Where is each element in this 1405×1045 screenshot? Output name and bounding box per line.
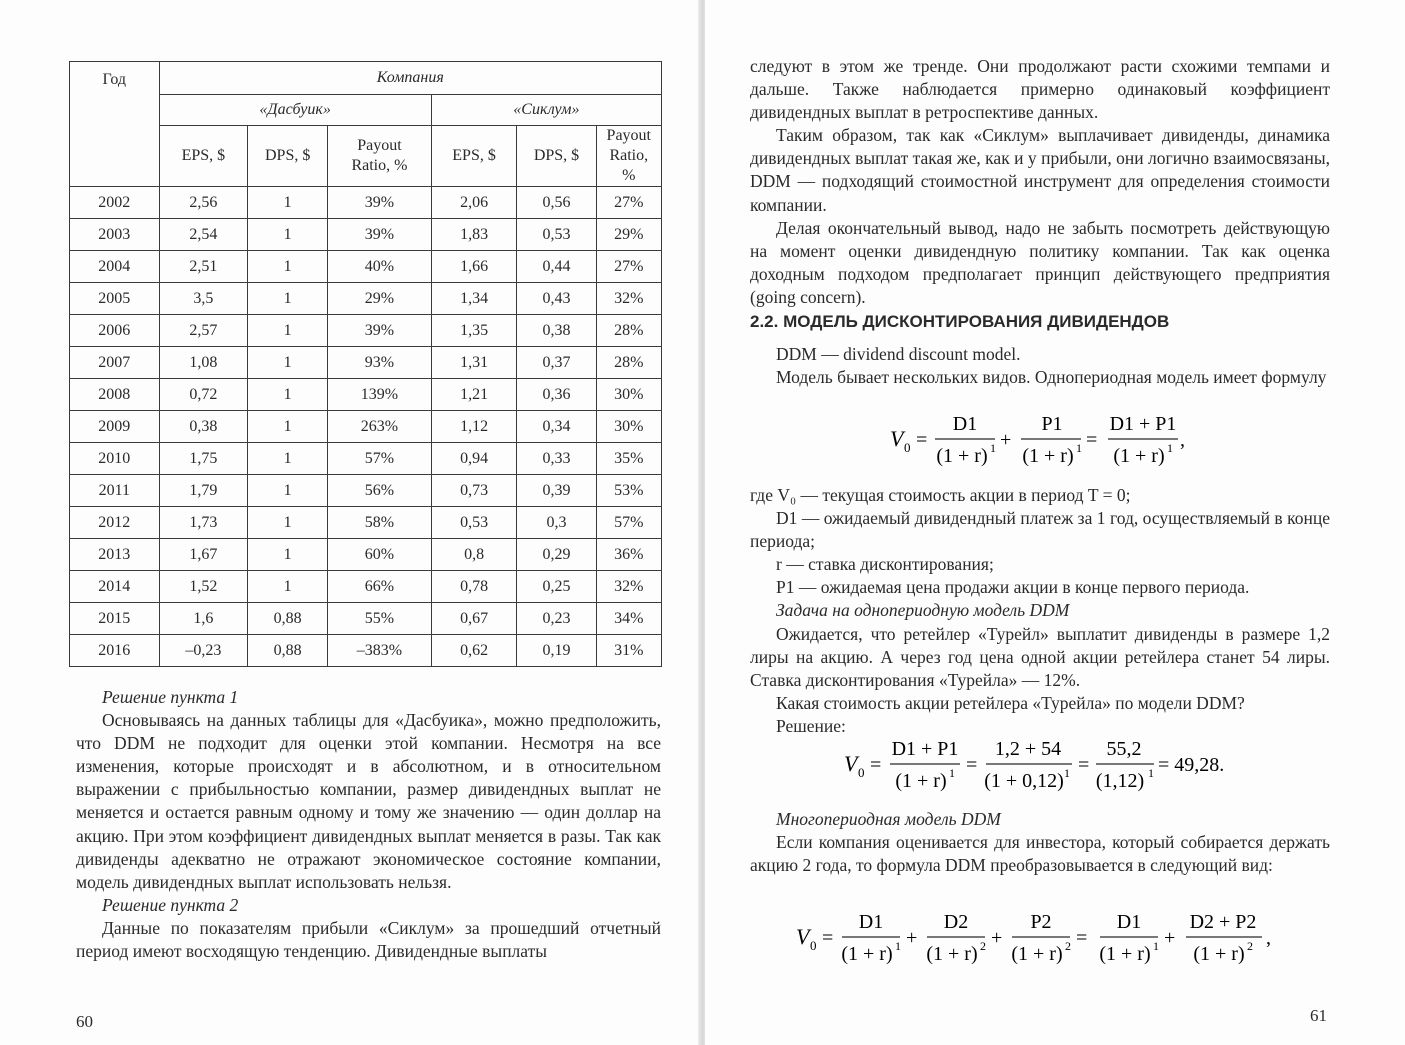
f3-lhs-sub: 0: [810, 938, 817, 953]
table-cell: 1,12: [431, 411, 517, 443]
table-cell: 1,67: [159, 539, 248, 571]
header-company-1: «Дасбуик»: [159, 95, 431, 126]
table-cell: 28%: [596, 347, 661, 379]
f3-t3-exp: 2: [1065, 939, 1071, 953]
f3-t5-num: D2 + P2: [1189, 911, 1257, 933]
left-page-text: [76, 686, 661, 963]
table-cell: 0,39: [517, 475, 596, 507]
f2-t3-exp: 1: [1148, 766, 1154, 780]
table-row: [70, 539, 662, 571]
table-cell: 0,33: [517, 443, 596, 475]
f1-t3-den: (1 + r): [1113, 445, 1165, 467]
table-cell: 0,53: [431, 507, 517, 539]
svg-text:=: =: [1076, 927, 1088, 949]
table-cell: 3,5: [159, 283, 248, 315]
table-cell: 1: [248, 315, 328, 347]
table-cell: 0,29: [517, 539, 596, 571]
svg-text:=: =: [870, 754, 882, 776]
table-cell-year: 2005: [70, 283, 160, 315]
where-d1: D1 — ожидаемый дивидендный платеж за 1 год, осуществляемый в конце периода;: [750, 508, 1330, 552]
f3-t5-exp: 2: [1247, 939, 1253, 953]
table-cell: 66%: [328, 571, 432, 603]
formula-legend: [750, 484, 1330, 738]
header-company: Компания: [159, 62, 661, 95]
table-cell-year: 2010: [70, 443, 160, 475]
f1-t2-num: P1: [1041, 413, 1063, 435]
formula-single-period-svg: [880, 408, 1200, 470]
table-cell: 0,67: [431, 603, 517, 635]
table-cell: 1,66: [431, 251, 517, 283]
table-row: [70, 603, 662, 635]
f2-t3-den: (1,12): [1095, 770, 1145, 792]
table-cell: 1: [248, 411, 328, 443]
table-cell: 1: [248, 347, 328, 379]
table-cell: 1: [248, 475, 328, 507]
multi-text: Если компания оценивается для инвестора, который собирается держать акцию 2 года, то формула DDM преобразовывается в следующий вид:: [750, 832, 1330, 876]
table-cell: 0,94: [431, 443, 517, 475]
table-cell: 1,52: [159, 571, 248, 603]
f2-t1-den: (1 + r): [895, 770, 947, 792]
f1-t1-den: (1 + r): [936, 445, 988, 467]
table-cell: 1: [248, 507, 328, 539]
table-cell-year: 2002: [70, 187, 160, 219]
solution2-text: Данные по показателям прибыли «Сиклум» за прошедший отчетный период имеют восходящую тенденцию. Дивидендные выплаты: [76, 917, 661, 962]
section-title: 2.2. МОДЕЛЬ ДИСКОНТИРОВАНИЯ ДИВИДЕНДОВ: [750, 312, 1170, 331]
table-cell-year: 2008: [70, 379, 160, 411]
table-cell: 40%: [328, 251, 432, 283]
formula-task-solution-svg: [838, 733, 1238, 797]
f2-result: = 49,28.: [1158, 754, 1225, 776]
svg-text:,: ,: [1266, 927, 1271, 949]
table-cell-year: 2014: [70, 571, 160, 603]
table-cell: 93%: [328, 347, 432, 379]
where-p1: P1 — ожидаемая цена продажи акции в конце первого периода.: [776, 577, 1250, 598]
table-cell-year: 2011: [70, 475, 160, 507]
multi-title: Многопериодная модель DDM: [776, 809, 1001, 829]
table-cell: 1,35: [431, 315, 517, 347]
table-row: [70, 443, 662, 475]
f2-t1-exp: 1: [949, 766, 955, 780]
table-cell: 29%: [328, 283, 432, 315]
header-year: Год: [70, 62, 160, 187]
table-row: [70, 411, 662, 443]
solution1-title: Решение пункта 1: [102, 687, 239, 707]
formula-multi-period-svg: [790, 906, 1290, 970]
f3-t2-num: D2: [943, 911, 969, 933]
table-cell: 0,44: [517, 251, 596, 283]
table-cell: 2,57: [159, 315, 248, 347]
table-cell: –0,23: [159, 635, 248, 667]
table-cell: 39%: [328, 187, 432, 219]
table-cell: 1,83: [431, 219, 517, 251]
f2-t2-den: (1 + 0,12): [984, 770, 1064, 792]
table-cell: 0,3: [517, 507, 596, 539]
right-page-intro: [750, 55, 1330, 309]
table-cell: 0,73: [431, 475, 517, 507]
f2-t2-exp: 1: [1064, 766, 1070, 780]
f1-lhs: V: [890, 426, 904, 451]
table-cell: 1,34: [431, 283, 517, 315]
table-row: [70, 251, 662, 283]
f3-t5-den: (1 + r): [1193, 943, 1245, 965]
table-cell: 53%: [596, 475, 661, 507]
table-cell-year: 2006: [70, 315, 160, 347]
table-cell: 2,56: [159, 187, 248, 219]
multi-period-section: [750, 808, 1330, 877]
table-cell: 35%: [596, 443, 661, 475]
f2-lhs: V: [844, 751, 858, 776]
table-cell: 1: [248, 219, 328, 251]
table-row: [70, 475, 662, 507]
col-dps-1: DPS, $: [248, 126, 328, 187]
table-cell: 57%: [596, 507, 661, 539]
table-cell: 0,38: [159, 411, 248, 443]
task-text: Ожидается, что ретейлер «Турейл» выплатит дивиденды в размере 1,2 лиры на акцию. А через год цена одной акции ретейлера станет 54 лиры. Ставка дисконтирования «Турейла» — 12%.: [750, 623, 1330, 690]
table-cell: 1,75: [159, 443, 248, 475]
table-cell: 30%: [596, 379, 661, 411]
table-cell: 0,43: [517, 283, 596, 315]
col-eps-1: EPS, $: [159, 126, 248, 187]
table-cell: 27%: [596, 251, 661, 283]
table-cell: 0,72: [159, 379, 248, 411]
f2-t2-num: 1,2 + 54: [994, 738, 1062, 760]
table-cell: 28%: [596, 315, 661, 347]
svg-text:=: =: [822, 927, 834, 949]
f2-lhs-sub: 0: [858, 765, 865, 780]
table-cell: 2,54: [159, 219, 248, 251]
table-cell-year: 2003: [70, 219, 160, 251]
table-cell: 1: [248, 251, 328, 283]
svg-text:,: ,: [1180, 429, 1185, 451]
f1-t3-num: D1 + P1: [1109, 413, 1177, 435]
table-cell-year: 2015: [70, 603, 160, 635]
header-company-2: «Сиклум»: [431, 95, 661, 126]
formula-single-period: [880, 408, 1200, 476]
table-cell: 0,78: [431, 571, 517, 603]
where-v0: где V₀ — текущая стоимость акции в период T = 0;: [750, 485, 1131, 505]
table-cell: 1: [248, 539, 328, 571]
f3-t4-exp: 1: [1153, 939, 1159, 953]
svg-text:+: +: [1000, 429, 1012, 451]
table-cell-year: 2009: [70, 411, 160, 443]
table-cell: 0,56: [517, 187, 596, 219]
f1-t2-exp: 1: [1076, 441, 1082, 455]
f1-t2-den: (1 + r): [1022, 445, 1074, 467]
f1-t1-num: D1: [952, 413, 978, 435]
para-policy: Делая окончательный вывод, надо не забыть посмотреть действующую на момент оценки дивидендную политику компании. Так как оценка доходным подходом предполагает принцип действующего предприятия (going concern).: [750, 217, 1330, 307]
table-cell: 2,51: [159, 251, 248, 283]
table-cell: 0,19: [517, 635, 596, 667]
table-row: [70, 283, 662, 315]
table-cell: 31%: [596, 635, 661, 667]
f3-t4-num: D1: [1116, 911, 1142, 933]
table-cell: 0,38: [517, 315, 596, 347]
table-row: [70, 379, 662, 411]
table-cell: 0,34: [517, 411, 596, 443]
col-dps-2: DPS, $: [517, 126, 596, 187]
f3-t3-den: (1 + r): [1011, 943, 1063, 965]
dividend-data-table: [69, 61, 662, 667]
table-cell: 1: [248, 283, 328, 315]
table-cell: 57%: [328, 443, 432, 475]
table-row: [70, 571, 662, 603]
f3-t1-den: (1 + r): [841, 943, 893, 965]
table-cell: 1,21: [431, 379, 517, 411]
para-trend: следуют в этом же тренде. Они продолжают расти схожими темпами и дальше. Также наблюдается примерно одинаковый коэффициент дивидендных выплат в ретроспективе данных.: [750, 56, 1330, 123]
f3-t2-exp: 2: [980, 939, 986, 953]
solution1-text: Основываясь на данных таблицы для «Дасбуика», можно предположить, что DDM не подходит для оценки этой компании. Несмотря на все изменения, которые происходят и в абсолютном, и в относительном выражении с прибыльностью компании, размер дивидендных выплат не меняется и остается равным одному и тому же значению — один доллар на акцию. При этом коэффициент дивидендных выплат меняется в разы. Так как дивиденды адекватно не отражают экономическое состояние компании, модель дивидендных выплат использовать нельзя.: [76, 710, 661, 892]
table-cell: 0,25: [517, 571, 596, 603]
svg-text:=: =: [966, 754, 978, 776]
model-kinds: Модель бывает нескольких видов. Однопериодная модель имеет формулу: [776, 367, 1327, 388]
f3-t1-exp: 1: [895, 939, 901, 953]
table-cell: 27%: [596, 187, 661, 219]
table-cell: 1: [248, 571, 328, 603]
para-conclusion: Таким образом, так как «Сиклум» выплачивает дивиденды, динамика дивидендных выплат такая же, как и у прибыли, они логично взаимосвязаны, DDM — подходящий стоимостной инструмент для определения стоимости компании.: [750, 125, 1330, 215]
page-number-right: 61: [1310, 1006, 1327, 1025]
table-cell: 1,6: [159, 603, 248, 635]
table-cell: 55%: [328, 603, 432, 635]
f2-t3-num: 55,2: [1106, 738, 1142, 760]
table-cell: 32%: [596, 283, 661, 315]
table-cell: 0,36: [517, 379, 596, 411]
table-cell: 60%: [328, 539, 432, 571]
page-number-left: 60: [76, 1012, 93, 1031]
svg-text:+: +: [1164, 927, 1176, 949]
table-cell: 1: [248, 443, 328, 475]
table-cell: 34%: [596, 603, 661, 635]
table-row: [70, 635, 662, 667]
table-cell: 30%: [596, 411, 661, 443]
ddm-intro: [750, 343, 1330, 389]
table-cell: 32%: [596, 571, 661, 603]
table-row: [70, 187, 662, 219]
table-cell: 39%: [328, 315, 432, 347]
f1-t1-exp: 1: [990, 441, 996, 455]
svg-text:+: +: [991, 927, 1003, 949]
col-eps-2: EPS, $: [431, 126, 517, 187]
table-cell: 0,8: [431, 539, 517, 571]
table-cell-year: 2013: [70, 539, 160, 571]
table-cell-year: 2007: [70, 347, 160, 379]
table-cell: 39%: [328, 219, 432, 251]
table-cell-year: 2012: [70, 507, 160, 539]
table-cell: 56%: [328, 475, 432, 507]
task-question: Какая стоимость акции ретейлера «Турейла» по модели DDM?: [776, 692, 1245, 713]
table-cell-year: 2016: [70, 635, 160, 667]
solution-label: Решение:: [776, 715, 846, 736]
svg-text:=: =: [1086, 429, 1098, 451]
svg-text:=: =: [1078, 754, 1090, 776]
table-cell: 1,31: [431, 347, 517, 379]
table-cell: 1,79: [159, 475, 248, 507]
f1-lhs-sub: 0: [904, 440, 911, 455]
table-cell-year: 2004: [70, 251, 160, 283]
table-cell: 36%: [596, 539, 661, 571]
table-body: [70, 187, 662, 667]
table-cell: 29%: [596, 219, 661, 251]
table-row: [70, 315, 662, 347]
table-cell: 0,53: [517, 219, 596, 251]
table-cell: 1,73: [159, 507, 248, 539]
table-cell: –383%: [328, 635, 432, 667]
table-cell: 139%: [328, 379, 432, 411]
table-cell: 1: [248, 379, 328, 411]
f3-t3-num: P2: [1030, 911, 1052, 933]
solution2-title: Решение пункта 2: [102, 894, 239, 915]
where-r: r — ставка дисконтирования;: [776, 554, 994, 575]
svg-text:=: =: [916, 429, 928, 451]
ddm-definition: DDM — dividend discount model.: [776, 344, 1021, 364]
task-title: Задача на однопериодную модель DDM: [776, 600, 1070, 621]
formula-multi-period: [790, 906, 1290, 976]
svg-text:+: +: [906, 927, 918, 949]
table-cell: 0,88: [248, 603, 328, 635]
table-cell: 263%: [328, 411, 432, 443]
f2-t1-num: D1 + P1: [891, 738, 959, 760]
col-payout-1: Payout Ratio, %: [328, 126, 432, 187]
f3-t1-num: D1: [858, 911, 884, 933]
table-cell: 0,37: [517, 347, 596, 379]
table-row: [70, 219, 662, 251]
formula-task-solution: [838, 733, 1238, 803]
table-cell: 2,06: [431, 187, 517, 219]
table-row: [70, 507, 662, 539]
f3-t4-den: (1 + r): [1099, 943, 1151, 965]
table-row: [70, 347, 662, 379]
table-cell: 0,23: [517, 603, 596, 635]
f3-lhs: V: [796, 924, 810, 949]
col-payout-2: Payout Ratio, %: [596, 126, 661, 187]
table-cell: 0,62: [431, 635, 517, 667]
table-cell: 1: [248, 187, 328, 219]
table-cell: 1,08: [159, 347, 248, 379]
table-cell: 0,88: [248, 635, 328, 667]
f1-t3-exp: 1: [1167, 441, 1173, 455]
table-cell: 58%: [328, 507, 432, 539]
f3-t2-den: (1 + r): [926, 943, 978, 965]
